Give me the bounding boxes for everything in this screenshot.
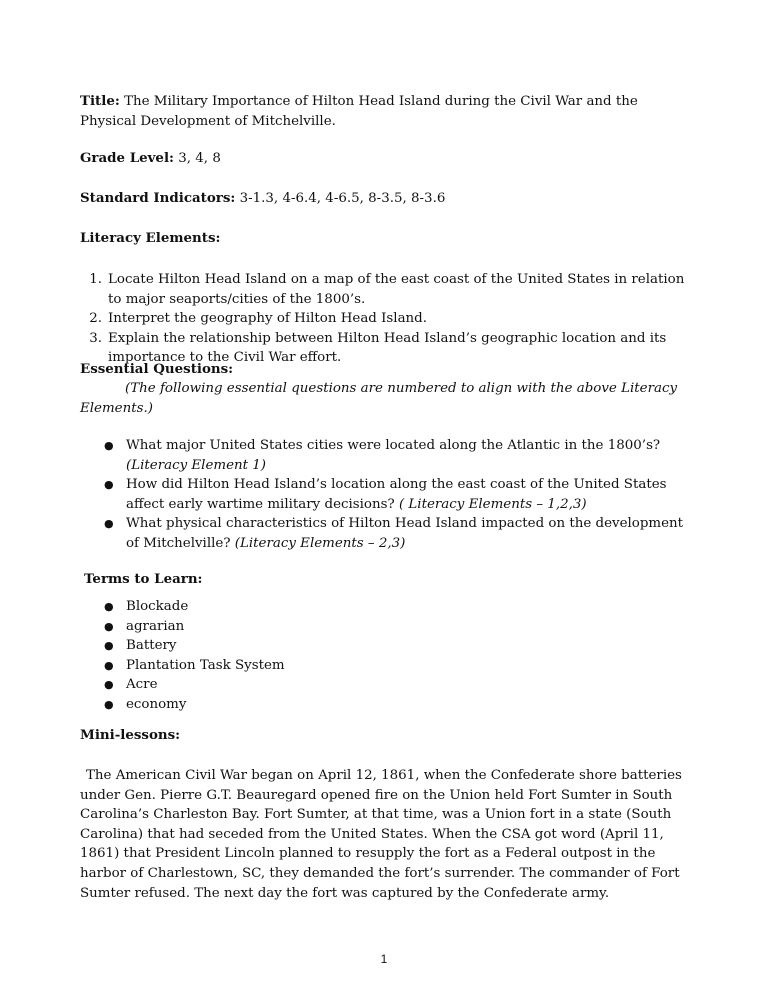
term-text: Battery [126, 638, 177, 654]
question-reference: (Literacy Elements – 2,3) [234, 535, 406, 551]
term-text: economy [126, 696, 187, 712]
essential-questions-heading-text: Essential Questions: [80, 361, 234, 377]
terms-to-learn-heading-text: Terms to Learn: [84, 571, 203, 587]
mini-lesson-paragraph: The American Civil War began on April 12, 1861, when the Confederate shore batteries under Gen. Pierre G.T. Beauregard opened fire on the Union held Fort Sumter in South Carolina’s Charleston Bay. Fort Sumter, at that time, was a Union fort in a state (South Carolina) that had seceded from the United States. When the CSA got word (April 11, 1861) that President Lincoln planned to resupply the fort as a Federal outpost in the harbor of Charlestown, SC, they demanded the fort’s surrender. The commander of Fort Sumter refused. The next day the fort was captured by the Confederate army. [80, 768, 682, 901]
list-item [80, 675, 690, 695]
list-item [80, 597, 690, 617]
bullet-icon: ● [104, 517, 114, 531]
grade-level-text: 3, 4, 8 [178, 151, 221, 166]
question-text: What physical characteristics of Hilton Head Island impacted on the development of Mitchelville? [126, 516, 684, 551]
question-text: How did Hilton Head Island’s location along the east coast of the United States affect early wartime military decisions? [126, 477, 667, 512]
list-number: 3. [89, 330, 102, 346]
essential-questions-heading [80, 360, 690, 380]
list-item [80, 636, 690, 656]
term-text: Blockade [126, 599, 189, 614]
term-text: agrarian [126, 618, 185, 634]
page-number: 1 [380, 952, 388, 966]
list-item-text: Interpret the geography of Hilton Head Island. [108, 311, 428, 327]
list-item [80, 617, 690, 637]
title-line [80, 92, 690, 131]
bullet-icon: ● [104, 639, 114, 653]
bullet-icon: ● [104, 658, 114, 672]
question-text: What major United States cities were located along the Atlantic in the 1800’s? [126, 438, 661, 453]
grade-level-label: Grade Level: [80, 150, 174, 166]
essential-questions-note: (The following essential questions are numbered to align with the above Literacy Elements.) [80, 381, 678, 416]
term-text: Acre [126, 677, 158, 693]
list-item [80, 270, 690, 309]
list-item [80, 436, 690, 475]
list-item [80, 475, 690, 514]
bullet-icon: ● [104, 678, 114, 692]
terms-list [80, 597, 690, 715]
literacy-elements-heading [80, 229, 690, 249]
bullet-icon: ● [104, 439, 114, 452]
mini-lessons-heading [80, 726, 690, 746]
question-reference: (Literacy Element 1) [126, 457, 267, 473]
bullet-icon: ● [104, 478, 114, 492]
list-item [80, 695, 690, 715]
literacy-elements-list [80, 270, 690, 368]
essential-questions-list [80, 436, 690, 554]
standard-indicators-label: Standard Indicators: [80, 190, 236, 206]
bullet-icon: ● [104, 600, 114, 613]
list-number: 2. [89, 311, 102, 327]
question-reference: ( Literacy Elements – 1,2,3) [398, 496, 587, 512]
literacy-elements-heading-text: Literacy Elements: [80, 230, 221, 246]
terms-to-learn-heading [84, 570, 694, 590]
bullet-icon: ● [104, 697, 114, 711]
list-item [80, 656, 690, 676]
list-item-text: Locate Hilton Head Island on a map of the east coast of the United States in relation to major seaports/cities of the 1800’s. [108, 272, 685, 307]
list-item [80, 309, 690, 329]
title-label: Title: [80, 93, 120, 109]
list-number: 1. [89, 272, 102, 287]
list-item [80, 514, 690, 553]
list-item-text: Explain the relationship between Hilton Head Island’s geographic location and its importance to the Civil War effort. [108, 330, 667, 366]
mini-lessons-heading-text: Mini-lessons: [80, 727, 181, 743]
title-text: The Military Importance of Hilton Head Island during the Civil War and the Physical Development of Mitchelville. [80, 94, 638, 129]
bullet-icon: ● [104, 619, 114, 633]
standard-indicators-text: 3-1.3, 4-6.4, 4-6.5, 8-3.5, 8-3.6 [239, 191, 446, 206]
term-text: Plantation Task System [126, 657, 285, 673]
grade-level-line [80, 149, 690, 169]
standard-indicators-line [80, 189, 690, 209]
